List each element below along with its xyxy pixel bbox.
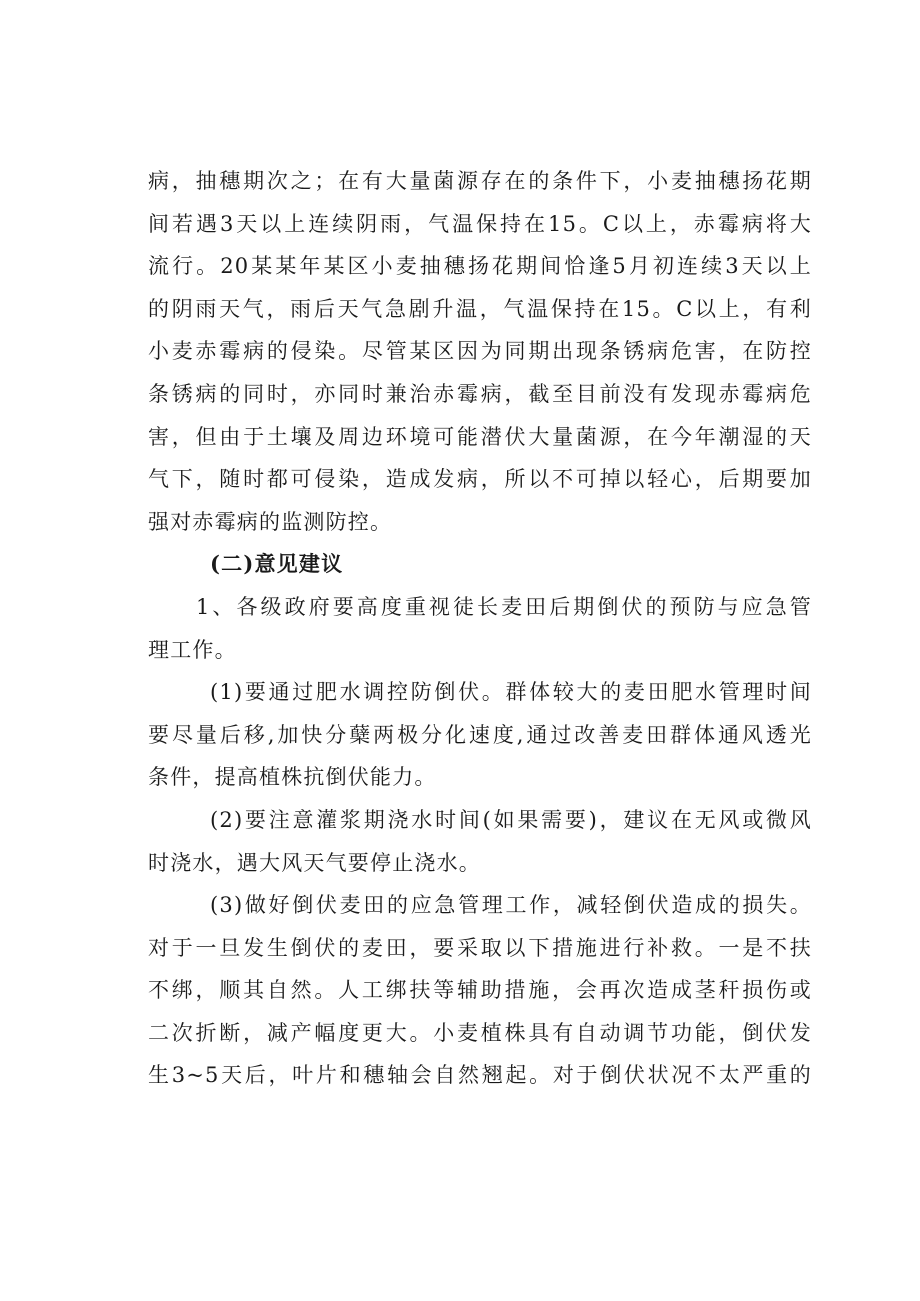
text-line: 的阴雨天气，雨后天气急剧升温，气温保持在15。C以上，有利 xyxy=(148,296,812,321)
text-line: 生3~5天后，叶片和穗轴会自然翘起。对于倒伏状况不太严重的 xyxy=(148,1063,812,1088)
section-heading: (二)意见建议 xyxy=(210,551,344,577)
text-line: 不绑，顺其自然。人工绑扶等辅助措施，会再次造成茎秆损伤或 xyxy=(148,978,812,1003)
item-1-3 xyxy=(148,884,812,1097)
text-line: (2)要注意灌浆期浇水时间(如果需要)，建议在无风或微风 xyxy=(210,807,812,832)
text-line: (1)要通过肥水调控防倒伏。群体较大的麦田肥水管理时间 xyxy=(210,680,812,705)
item-1-2 xyxy=(148,799,812,884)
text-line: (3)做好倒伏麦田的应急管理工作，减轻倒伏造成的损失。 xyxy=(210,893,812,918)
text-line: 1、各级政府要高度重视徒长麦田后期倒伏的预防与应急管 xyxy=(196,594,812,619)
text-line: 条件，提高植株抗倒伏能力。 xyxy=(148,765,437,790)
text-line: 要尽量后移,加快分蘖两极分化速度,通过改善麦田群体通风透光 xyxy=(148,722,812,747)
text-line: 流行。20某某年某区小麦抽穗扬花期间恰逢5月初连续3天以上 xyxy=(148,254,812,279)
text-line: 气下，随时都可侵染，造成发病，所以不可掉以轻心，后期要加 xyxy=(148,467,812,492)
document-body xyxy=(148,160,812,1097)
paragraph-wheat-scab xyxy=(148,160,812,543)
text-line: 条锈病的同时，亦同时兼治赤霉病，截至目前没有发现赤霉病危 xyxy=(148,381,812,406)
text-line: 时浇水，遇大风天气要停止浇水。 xyxy=(148,850,481,875)
item-1 xyxy=(148,586,812,671)
text-line: 对于一旦发生倒伏的麦田，要采取以下措施进行补救。一是不扶 xyxy=(148,935,812,960)
text-line: 害，但由于土壤及周边环境可能潜伏大量菌源，在今年潮湿的天 xyxy=(148,424,812,449)
text-line: 强对赤霉病的监测防控。 xyxy=(148,509,393,534)
text-line: 小麦赤霉病的侵染。尽管某区因为同期出现条锈病危害，在防控 xyxy=(148,339,812,364)
text-line: 病，抽穗期次之；在有大量菌源存在的条件下，小麦抽穗扬花期 xyxy=(148,169,812,193)
text-line: 间若遇3天以上连续阴雨，气温保持在15。C以上，赤霉病将大 xyxy=(148,211,812,236)
text-line: 二次折断，减产幅度更大。小麦植株具有自动调节功能，倒伏发 xyxy=(148,1020,812,1045)
item-1-1 xyxy=(148,671,812,799)
text-line: 理工作。 xyxy=(148,637,237,662)
